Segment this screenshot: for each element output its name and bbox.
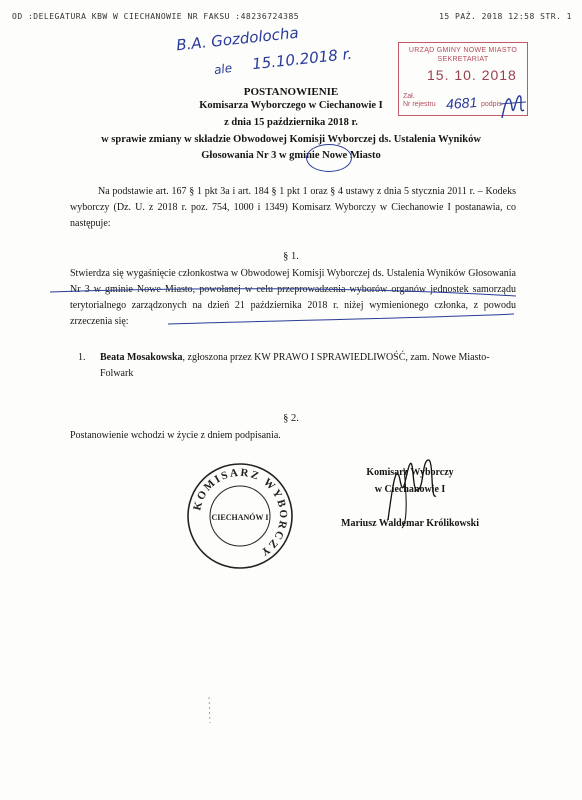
registry-stamp-zal: Zał. <box>403 93 415 100</box>
ink-circle-mark <box>306 144 352 172</box>
document-date: z dnia 15 października 2018 r. <box>224 117 358 128</box>
registry-stamp-nr-label: Nr rejestru <box>403 101 436 108</box>
registry-stamp-title <box>399 46 527 64</box>
registry-stamp-office: URZĄD GMINY NOWE MIASTO <box>408 47 518 54</box>
member-detail: , zgłoszona przez KW PRAWO I SPRAWIEDLIWOŚĆ, zam. Nowe Miasto-Folwark <box>100 352 490 379</box>
signer-name: Mariusz Waldemar Królikowski <box>341 518 479 529</box>
seal-ring-text: KOMISARZ WYBORCZY <box>191 466 290 560</box>
seal-center-text: CIECHANÓW I <box>211 513 269 522</box>
member-name: Beata Mosakowska <box>100 352 183 363</box>
handwritten-date: 15.10.2018 r. <box>251 44 353 74</box>
registry-stamp-number: 4681 <box>445 93 478 113</box>
fax-header-date-page: 15 PAŹ. 2018 12:58 STR. 1 <box>439 12 572 21</box>
document-issuer: Komisarza Wyborczego w Ciechanowie I <box>199 100 383 111</box>
ink-underline-mark <box>48 278 518 328</box>
section-1-symbol: § 1. <box>283 251 299 262</box>
signer-role-line1: Komisarz Wyborczy <box>366 467 454 478</box>
list-item-text <box>100 350 500 382</box>
handwritten-note <box>168 23 368 82</box>
section-2-symbol: § 2. <box>283 413 299 424</box>
intro-paragraph: Na podstawie art. 167 § 1 pkt 3a i art. 184 § 1 pkt 1 oraz § 4 ustawy z dnia 5 stycznia 2011 r. – Kodeks wyborczy (Dz. U. z 2018 r. poz. 754, 1000 i 1349) Komisarz Wyborczy w Ciechanowie I postanawia, co następuje: <box>70 186 516 229</box>
registry-stamp-podpis: podpis <box>481 101 502 108</box>
fax-header-sender: OD :DELEGATURA KBW W CIECHANOWIE NR FAKSU :48236724385 <box>12 12 300 21</box>
registry-stamp-dept: SEKRETARIAT <box>437 56 489 63</box>
registry-stamp-date: 15. 10. 2018 <box>427 67 517 83</box>
section-2-text: Postanowienie wchodzi w życie z dniem podpisania. <box>70 430 281 441</box>
fax-header <box>12 12 572 21</box>
official-seal <box>184 460 296 572</box>
document-subject-line1: w sprawie zmiany w składzie Obwodowej Komisji Wyborczej ds. Ustalenia Wyników <box>101 134 481 145</box>
handwritten-name: B.A. Gozdolocha <box>175 23 300 55</box>
section-1-text: Stwierdza się wygaśnięcie członkostwa w Obwodowej Komisji Wyborczej ds. Ustalenia Wyników Głosowania Nr 3 w gminie Nowe Miasto, powołanej w celu przeprowadzenia wyborów organów jednostek samorządu terytorialnego zarządzonych na dzień 21 października 2018 r. niżej wymienionego członka, z powodu zrzeczenia się: <box>70 268 516 327</box>
handwritten-initials: ale <box>213 60 233 78</box>
scan-artifact <box>206 695 214 725</box>
document-subject-line2: Głosowania Nr 3 w gminie Nowe Miasto <box>201 150 381 161</box>
signer-role-line2: w Ciechanowie I <box>374 484 446 495</box>
document-title: POSTANOWIENIE <box>243 86 339 98</box>
list-item-number: 1. <box>78 352 86 363</box>
handwritten-signature <box>378 450 448 530</box>
